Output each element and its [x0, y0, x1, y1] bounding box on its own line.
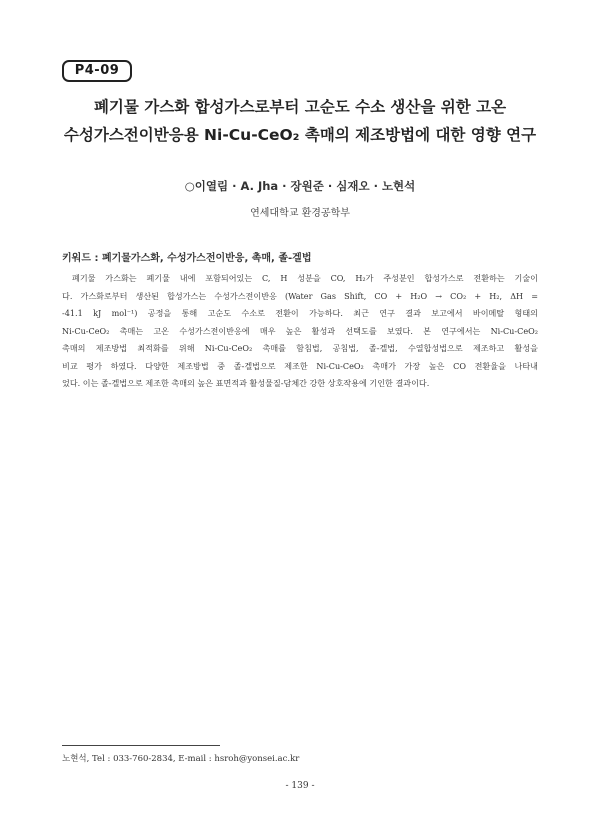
page-number: - 139 - [285, 781, 315, 791]
footnote-divider [62, 745, 220, 746]
abstract-line: 다. 가스화로부터 생산된 합성가스는 수성가스전이반응 (Water Gas Shift, CO + H₂O → CO₂ + H₂, ΔH = [62, 290, 538, 301]
abstract-line: Ni-Cu-CeO₂ 촉매는 고온 수성가스전이반응에 매우 높은 활성과 선택도를 보였다. 본 연구에서는 Ni-Cu-CeO₂ [62, 325, 538, 336]
abstract-line: 폐기물 가스화는 폐기물 내에 포함되어있는 C, H 성분을 CO, H₂가 주성분인 합성가스로 전환하는 기술이 [72, 273, 538, 283]
corresponding-author-footnote: 노현석, Tel : 033-760-2834, E-mail : hsroh@yonsei.ac.kr [62, 754, 300, 764]
keywords: 키워드 : 폐기물가스화, 수성가스전이반응, 촉매, 졸-겔법 [62, 253, 312, 264]
abstract-line: 었다. 이는 졸-겔법으로 제조한 촉매의 높은 표면적과 활성물질-담체간 강한 상호작용에 기인한 결과이다. [62, 378, 430, 388]
abstract-line: -41.1 kJ mol⁻¹) 공정을 통해 고순도 수소로 전환이 가능하다. 최근 연구 결과 보고에서 바이메탈 형태의 [62, 308, 538, 318]
author-list: ○이열림 · A. Jha · 장원준 · 심재오 · 노현석 [184, 179, 416, 193]
paper-title-line-2: 수성가스전이반응용 Ni-Cu-CeO₂ 촉매의 제조방법에 대한 영향 연구 [63, 126, 537, 144]
paper-title-line-1: 폐기물 가스화 합성가스로부터 고순도 수소 생산을 위한 고온 [93, 98, 507, 116]
affiliation: 연세대학교 환경공학부 [250, 208, 350, 219]
session-code-badge: P4-09 [62, 60, 132, 82]
abstract-line: 비교 평가 하였다. 다양한 제조방법 중 졸-겔법으로 제조한 Ni-Cu-CeO₂ 촉매가 가장 높은 CO 전환율을 나타내 [62, 360, 538, 371]
abstract-line: 촉매의 제조방법 최적화를 위해 Ni-Cu-CeO₂ 촉매를 함침법, 공침법, 졸-겔법, 수열합성법으로 제조하고 활성을 [62, 343, 538, 353]
abstract-body [62, 270, 538, 393]
